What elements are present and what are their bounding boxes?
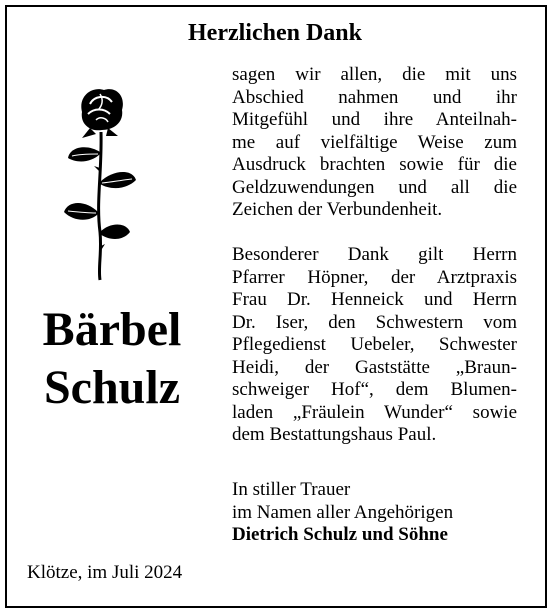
text-line: me auf vielfältige Weise zum (232, 131, 517, 153)
place-date: Klötze, im Juli 2024 (27, 562, 183, 583)
deceased-last-name: Schulz (43, 361, 181, 414)
text-line: Mitgefühl und ihre Anteilnah- (232, 109, 517, 130)
text-line: Zeichen der Verbundenheit. (232, 199, 443, 220)
text-line: dem Bestattungshaus Paul. (232, 424, 437, 445)
closing-line: In stiller Trauer (232, 479, 351, 500)
text-line: Dr. Iser, den Schwestern vom (232, 311, 517, 333)
thanks-paragraph (232, 64, 517, 222)
text-line: schweiger Hof“, dem Blumen- (232, 379, 517, 400)
rose-icon (60, 82, 140, 282)
notice-title: Herzlichen Dank (188, 20, 362, 46)
text-line: Besonderer Dank gilt Herrn (232, 244, 517, 265)
text-line: Ausdruck brachten sowie für die (232, 154, 517, 175)
text-line: Pflegedienst Uebeler, Schwester (232, 334, 517, 355)
text-line: Geldzuwendungen und all die (232, 176, 517, 198)
deceased-first-name: Bärbel (42, 303, 182, 356)
special-thanks-paragraph (232, 244, 517, 447)
text-line: Heidi, der Gaststätte „Braun- (232, 356, 517, 378)
text-line: Frau Dr. Henneick und Herrn (232, 289, 517, 310)
closing-line: im Namen aller Angehörigen (232, 501, 454, 523)
text-line: Abschied nahmen und ihr (232, 86, 517, 108)
signature: Dietrich Schulz und Söhne (232, 524, 448, 545)
text-line: Pfarrer Höpner, der Arztpraxis (232, 266, 517, 288)
closing-block (232, 479, 517, 547)
text-line: laden „Fräulein Wunder“ sowie (232, 401, 517, 423)
text-line: sagen wir allen, die mit uns (232, 64, 517, 85)
